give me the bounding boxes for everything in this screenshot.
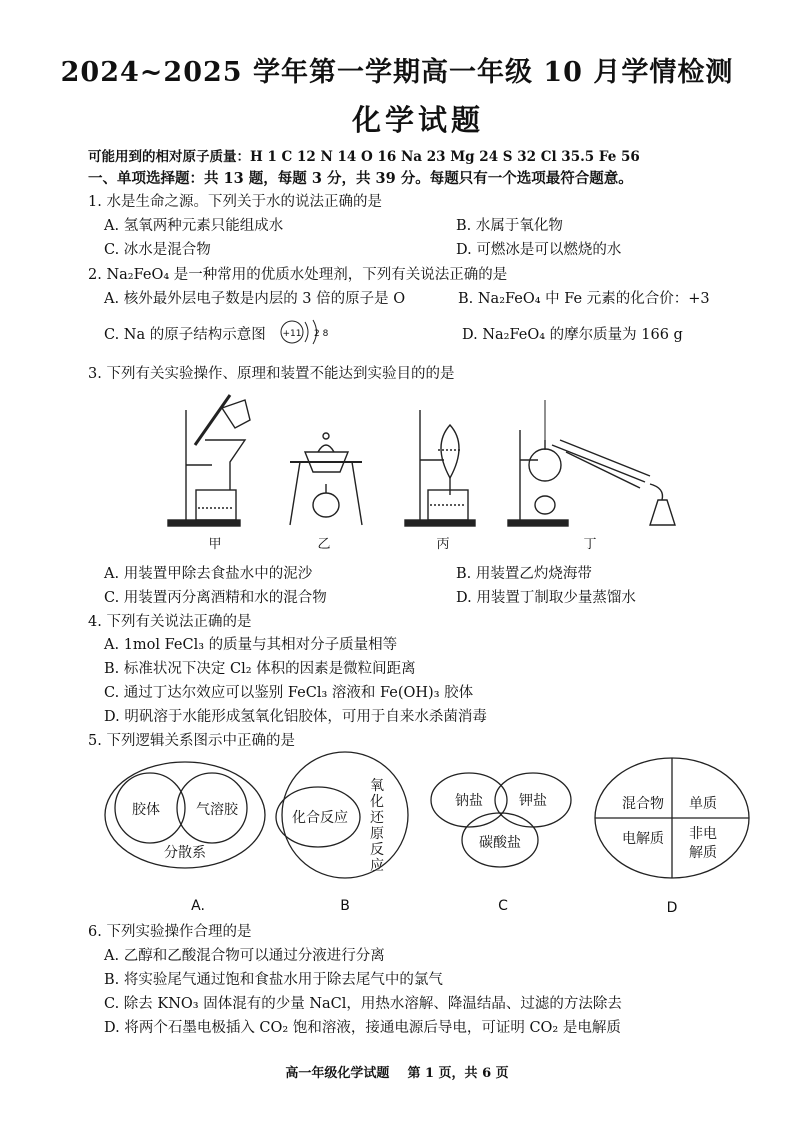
q3-option-a: A. 用装置甲除去食盐水中的泥沙 — [104, 566, 313, 582]
q3-option-b: B. 用装置乙灼烧海带 — [456, 566, 592, 582]
q4-option-d: D. 明矾溶于水能形成氢氧化铝胶体，可用于自来水杀菌消毒 — [104, 709, 487, 725]
section-heading: 一、单项选择题：共 13 题，每题 3 分，共 39 分。每题只有一个选项最符合题意。 — [88, 170, 633, 187]
q1-option-a: A. 氢氧两种元素只能组成水 — [104, 218, 284, 234]
q1-option-d: D. 可燃冰是可以燃烧的水 — [456, 242, 622, 258]
diagram-d-nonelectrolyte-1: 非电 — [689, 826, 717, 842]
diagram-a-dispersion: 分散系 — [164, 845, 206, 861]
diagram-c-label: C — [498, 898, 508, 914]
diagram-d-nonelectrolyte-2: 解质 — [689, 845, 717, 861]
q4-option-c: C. 通过丁达尔效应可以鉴别 FeCl₃ 溶液和 Fe(OH)₃ 胶体 — [104, 685, 474, 701]
q3-option-d: D. 用装置丁制取少量蒸馏水 — [456, 590, 636, 606]
q1-stem: 1. 水是生命之源。下列关于水的说法正确的是 — [88, 194, 382, 210]
q5-stem: 5. 下列逻辑关系图示中正确的是 — [88, 733, 295, 749]
diagram-a-label: A. — [191, 898, 205, 914]
page-footer: 高一年级化学试题 第 1 页，共 6 页 — [285, 1066, 509, 1081]
diagram-c-sodium-salt: 钠盐 — [455, 793, 483, 809]
apparatus-label-ding: 丁 — [583, 537, 597, 552]
q2-option-c: C. Na 的原子结构示意图 — [104, 327, 266, 343]
exam-subtitle: 化学试题 — [352, 103, 485, 137]
q3-stem: 3. 下列有关实验操作、原理和装置不能达到实验目的的是 — [88, 366, 455, 382]
apparatus-label-jia: 甲 — [208, 537, 222, 552]
q4-stem: 4. 下列有关说法正确的是 — [88, 614, 252, 630]
q4-option-a: A. 1mol FeCl₃ 的质量与其相对分子质量相等 — [104, 637, 398, 653]
apparatus-label-yi: 乙 — [317, 537, 331, 552]
q6-option-d: D. 将两个石墨电极插入 CO₂ 饱和溶液，接通电源后导电，可证明 CO₂ 是电解质 — [104, 1020, 621, 1036]
exam-title: 2024~2025 学年第一学期高一年级 10 月学情检测 — [60, 57, 734, 88]
q4-option-b: B. 标准状况下决定 Cl₂ 体积的因素是微粒间距离 — [104, 661, 416, 677]
q2-stem: 2. Na₂FeO₄ 是一种常用的优质水处理剂，下列有关说法正确的是 — [88, 267, 508, 283]
diagram-b-redox: 氧化还原反应 — [370, 778, 384, 874]
q6-option-a: A. 乙醇和乙酸混合物可以通过分液进行分离 — [104, 948, 385, 964]
diagram-d-mixture: 混合物 — [622, 796, 664, 812]
q6-stem: 6. 下列实验操作合理的是 — [88, 924, 252, 940]
diagram-d-label: D — [666, 900, 678, 916]
q1-option-b: B. 水属于氧化物 — [456, 218, 563, 234]
diagram-b-combination: 化合反应 — [292, 810, 348, 826]
apparatus-label-bing: 丙 — [436, 537, 450, 552]
q2-option-b: B. Na₂FeO₄ 中 Fe 元素的化合价：+3 — [458, 291, 710, 307]
nucleus-charge: +11 — [282, 329, 302, 339]
electron-shells: 2 8 — [314, 329, 329, 339]
q6-option-b: B. 将实验尾气通过饱和食盐水用于除去尾气中的氯气 — [104, 972, 443, 988]
q1-option-c: C. 冰水是混合物 — [104, 242, 211, 258]
q2-option-d: D. Na₂FeO₄ 的摩尔质量为 166 g — [462, 327, 683, 343]
q3-option-c: C. 用装置丙分离酒精和水的混合物 — [104, 590, 327, 606]
diagram-b-label: B — [340, 898, 350, 914]
q6-option-c: C. 除去 KNO₃ 固体混有的少量 NaCl，用热水溶解、降温结晶、过滤的方法除去 — [104, 996, 622, 1012]
diagram-c-carbonate: 碳酸盐 — [479, 835, 521, 851]
diagram-c-potassium-salt: 钾盐 — [519, 793, 547, 809]
diagram-d-electrolyte: 电解质 — [622, 831, 664, 847]
atomic-masses: 可能用到的相对原子质量：H 1 C 12 N 14 O 16 Na 23 Mg 24 S 32 Cl 35.5 Fe 56 — [88, 149, 640, 165]
diagram-a-colloid: 胶体 — [132, 802, 160, 818]
q2-option-a: A. 核外最外层电子数是内层的 3 倍的原子是 O — [104, 291, 406, 307]
diagram-d-element: 单质 — [689, 796, 717, 812]
diagram-a-aerosol: 气溶胶 — [196, 802, 238, 818]
